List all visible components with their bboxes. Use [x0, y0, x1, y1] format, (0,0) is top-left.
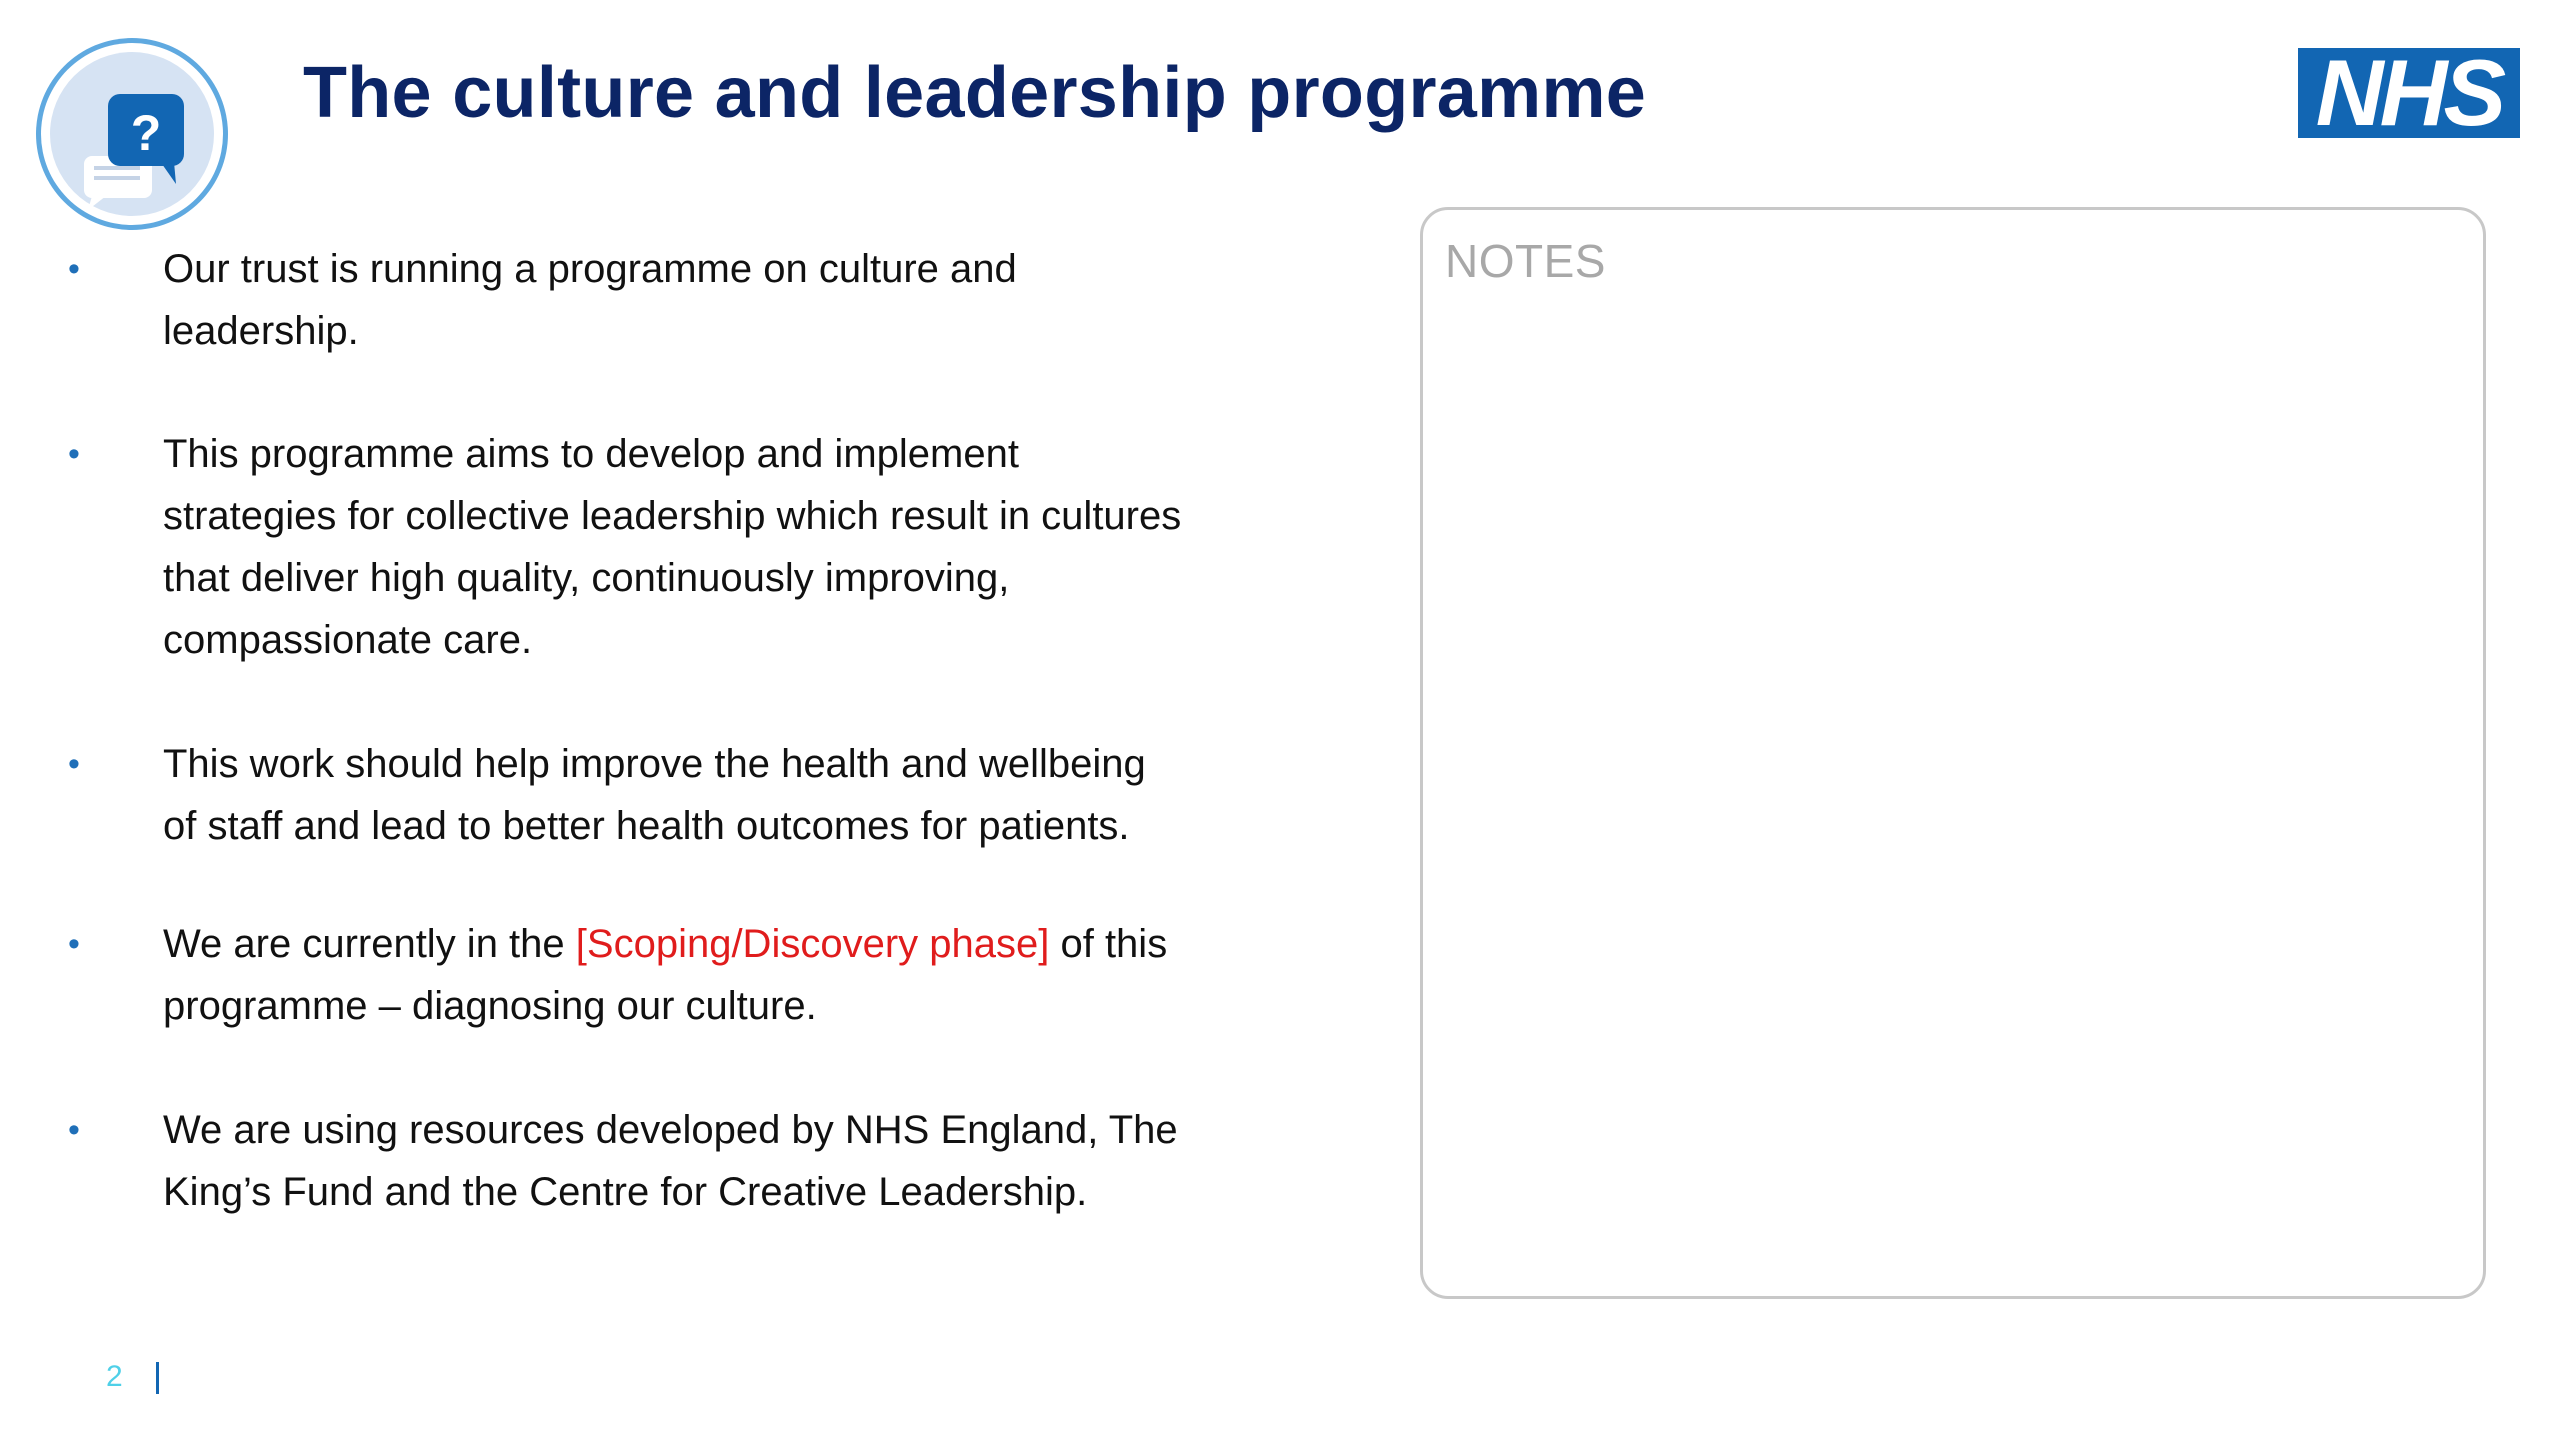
notes-box[interactable] — [1420, 207, 2486, 1299]
footer-divider — [156, 1362, 159, 1394]
bullet-text: We are currently in the — [163, 922, 576, 966]
bullet-text: This work should help improve the health and wellbeing — [163, 742, 1146, 786]
bullet-item — [60, 1099, 1280, 1223]
svg-text:?: ? — [130, 105, 162, 161]
bullet-text: This programme aims to develop and implement — [163, 432, 1019, 476]
phase-highlight: [Scoping/Discovery phase] — [575, 922, 1050, 966]
bullet-dot: • — [68, 250, 80, 288]
page-number: 2 — [106, 1360, 123, 1393]
bullet-text: that deliver high quality, continuously improving, — [163, 556, 1010, 600]
bullet-text: compassionate care. — [163, 618, 533, 662]
bullet-dot: • — [68, 435, 80, 473]
bullet-item — [60, 238, 1280, 423]
chat-question-icon — [36, 38, 228, 230]
bullet-text: Our trust is running a programme on culture and — [163, 247, 1017, 291]
bullet-text: strategies for collective leadership which result in cultures — [163, 494, 1182, 538]
bullet-list — [60, 238, 1280, 1223]
bullet-text: of staff and lead to better health outcomes for patients. — [163, 804, 1130, 848]
bullet-text: King’s Fund and the Centre for Creative Leadership. — [163, 1170, 1088, 1214]
bullet-text: We are using resources developed by NHS England, The — [163, 1108, 1178, 1152]
bullet-text: of this — [1049, 922, 1168, 966]
bullet-dot: • — [68, 1111, 80, 1149]
bullet-item — [60, 423, 1280, 733]
chat-question-badge — [36, 38, 228, 230]
bullet-item — [60, 913, 1280, 1099]
page-title: The culture and leadership programme — [303, 53, 1647, 133]
notes-label: NOTES — [1445, 235, 1606, 287]
bullet-dot: • — [68, 745, 80, 783]
bullet-text: programme – diagnosing our culture. — [163, 984, 817, 1028]
nhs-logo: NHS — [2298, 48, 2520, 138]
bullet-dot: • — [68, 925, 80, 963]
bullet-text: leadership. — [163, 309, 359, 353]
bullet-item — [60, 733, 1280, 913]
